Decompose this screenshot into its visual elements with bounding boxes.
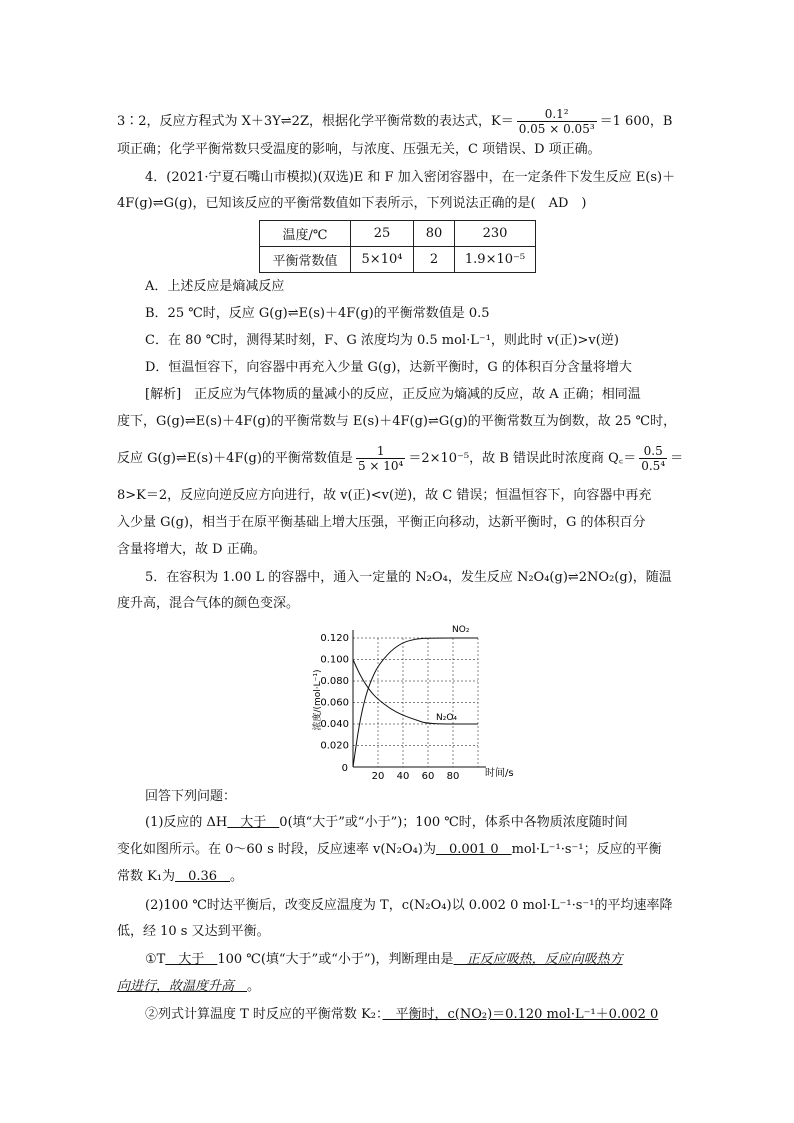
explanation-text: ＝ — [670, 451, 684, 466]
part-1-text: 常数 K₁为 — [117, 869, 176, 884]
chart-grid — [353, 638, 478, 767]
q4-stem-line-1: 4．(2021·宁夏石嘴山市模拟)(双选)E 和 F 加入密闭容器中，在一定条件下发生反应 E(s)＋ — [145, 170, 676, 185]
q5-stem-line-2: 度升高，混合气体的颜色变深。 — [117, 596, 300, 611]
explanation-text: ＝2×10⁻⁵，故 B 错误此时浓度商 Q꜀＝ — [408, 451, 637, 466]
fraction-denominator: 5 × 10⁴ — [357, 459, 404, 473]
chart-axes — [353, 630, 486, 767]
part-1-text: mol·L⁻¹·s⁻¹；反应的平衡 — [511, 842, 662, 857]
chart-series — [353, 638, 478, 767]
table-cell: 5×10⁴ — [351, 247, 414, 273]
table-cell: 25 — [351, 221, 414, 247]
explanation-line — [117, 444, 683, 473]
x-tick-label: 20 — [371, 771, 385, 782]
table-cell: 230 — [455, 221, 536, 247]
series-line-no2 — [353, 638, 478, 767]
fraction-denominator: 0.05 × 0.05³ — [518, 122, 595, 136]
y-axis-label: 浓度/(mol·L⁻¹) — [313, 669, 323, 731]
part-2-line: (2)100 ℃时达平衡后，改变反应温度为 T，c(N₂O₄)以 0.002 0 mol·L⁻¹·s⁻¹的平均速率降 — [145, 898, 673, 913]
y-tick-label: 0.060 — [320, 697, 349, 709]
explanation-line: 度下，G(g)⇌E(s)＋4F(g)的平衡常数与 E(s)＋4F(g)⇌G(g)的平衡常数互为倒数，故 25 ℃时， — [117, 414, 677, 429]
explanation-line: [解析] 正反应为气体物质的量减小的反应，正反应为熵减的反应，故 A 正确；相同温 — [145, 387, 641, 402]
answer-blank: 0.36 — [175, 869, 231, 884]
x-tick-label: 40 — [396, 771, 410, 782]
explanation-text: 反应 G(g)⇌E(s)＋4F(g)的平衡常数值是 — [117, 451, 353, 466]
explanation-line: 含量将增大，故 D 正确。 — [117, 542, 266, 557]
part-1-text: (1)反应的 ΔH — [145, 815, 228, 830]
table-row — [260, 221, 536, 247]
table-cell: 2 — [414, 247, 455, 273]
fraction-numerator: 0.5 — [639, 444, 667, 459]
table-row — [260, 247, 536, 273]
series-line-n2o4 — [353, 660, 478, 725]
fraction-numerator: 1 — [356, 444, 405, 459]
prev-line-2: 项正确；化学平衡常数只受温度的影响，与浓度、压强无关，C 项错误、D 项正确。 — [117, 142, 601, 157]
q5-stem-line-1: 5．在容积为 1.00 L 的容器中，通入一定量的 N₂O₄，发生反应 N₂O₄(g)⇌2NO₂(g)，随温 — [145, 570, 672, 585]
fraction-k — [517, 107, 597, 136]
table-cell: 80 — [414, 221, 455, 247]
answer-blank: 正反应吸热，反应向吸热方 — [453, 952, 623, 967]
part-1-line — [117, 867, 243, 887]
part-1-text: 变化如图所示。在 0～60 s 时段，反应速率 v(N₂O₄)为 — [117, 842, 436, 857]
answer-blank: 0.001 0 — [435, 842, 512, 857]
y-tick-label: 0.120 — [320, 633, 349, 644]
part-2-2-line — [145, 1005, 658, 1025]
part-2-1-line — [145, 950, 623, 970]
fraction-numerator: 0.1² — [517, 107, 597, 122]
answer-blank: 平衡时，c(NO₂)＝0.120 mol·L⁻¹＋0.002 0 — [382, 1007, 659, 1022]
answer-blank: 向进行，故温度升高 — [117, 979, 248, 994]
part-1-line — [117, 840, 662, 860]
series-label-n2o4: N₂O₄ — [436, 713, 458, 723]
prev-text: 3∶2，反应方程式为 X＋3Y⇌2Z，根据化学平衡常数的表达式，K＝ — [117, 114, 514, 129]
part-2-text: ①T — [145, 952, 166, 967]
x-axis-label: 时间/s — [485, 768, 514, 779]
y-tick-label: 0.040 — [320, 719, 349, 730]
fraction-qc — [639, 444, 667, 473]
series-label-no2: NO₂ — [452, 625, 470, 635]
part-1-text: 0(填“大于”或“小于”)；100 ℃时，体系中各物质浓度随时间 — [279, 815, 628, 830]
part-2-text: 100 ℃(填“大于”或“小于”)，判断理由是 — [217, 952, 454, 967]
answer-intro: 回答下列问题： — [145, 789, 237, 804]
part-1-text: 。 — [230, 869, 244, 884]
answer-blank: 大于 — [165, 952, 218, 967]
x-tick-label: 80 — [446, 771, 460, 782]
part-2-1-line — [117, 977, 260, 997]
q4-stem-line-2: 4F(g)⇌G(g)，已知该反应的平衡常数值如下表所示，下列说法正确的是( AD ) — [117, 196, 587, 211]
option-a: A．上述反应是熵减反应 — [145, 279, 285, 294]
equilibrium-constant-table — [259, 220, 536, 273]
origin-label: 0 — [341, 763, 348, 774]
part-2-line: 低，经 10 s 又达到平衡。 — [117, 924, 270, 939]
table-cell: 1.9×10⁻⁵ — [455, 247, 536, 273]
option-d: D．恒温恒容下，向容器中再充入少量 G(g)，达新平衡时，G 的体积百分含量将增大 — [145, 360, 632, 375]
x-tick-label: 60 — [421, 771, 435, 782]
explanation-line: 入少量 G(g)，相当于在原平衡基础上增大压强，平衡正向移动，达新平衡时，G 的体积百分 — [117, 515, 646, 530]
fraction-k-inverse — [356, 444, 405, 473]
y-tick-label: 0.020 — [320, 740, 349, 752]
answer-blank: 大于 — [227, 815, 280, 830]
part-2-text: ②列式计算温度 T 时反应的平衡常数 K₂： — [145, 1007, 383, 1022]
prev-line-1 — [117, 107, 672, 136]
option-c: C．在 80 ℃时，测得某时刻，F、G 浓度均为 0.5 mol·L⁻¹，则此时 v(正)>v(逆) — [145, 333, 619, 348]
explanation-line: 8>K＝2，反应向逆反应方向进行，故 v(正)<v(逆)，故 C 错误；恒温恒容下，向容器中再充 — [117, 488, 652, 503]
prev-text: ＝1 600，B — [599, 114, 673, 129]
part-2-text: 。 — [247, 979, 261, 994]
y-tick-label: 0.080 — [320, 676, 349, 687]
fraction-denominator: 0.5⁴ — [641, 459, 666, 473]
chart-ticks — [320, 633, 459, 782]
concentration-time-chart — [308, 622, 514, 787]
table-cell: 平衡常数值 — [260, 247, 351, 273]
y-tick-label: 0.100 — [320, 654, 349, 666]
option-b: B．25 ℃时，反应 G(g)⇌E(s)＋4F(g)的平衡常数值是 0.5 — [145, 306, 490, 321]
part-1-line — [145, 813, 628, 833]
table-cell: 温度/℃ — [260, 221, 351, 247]
